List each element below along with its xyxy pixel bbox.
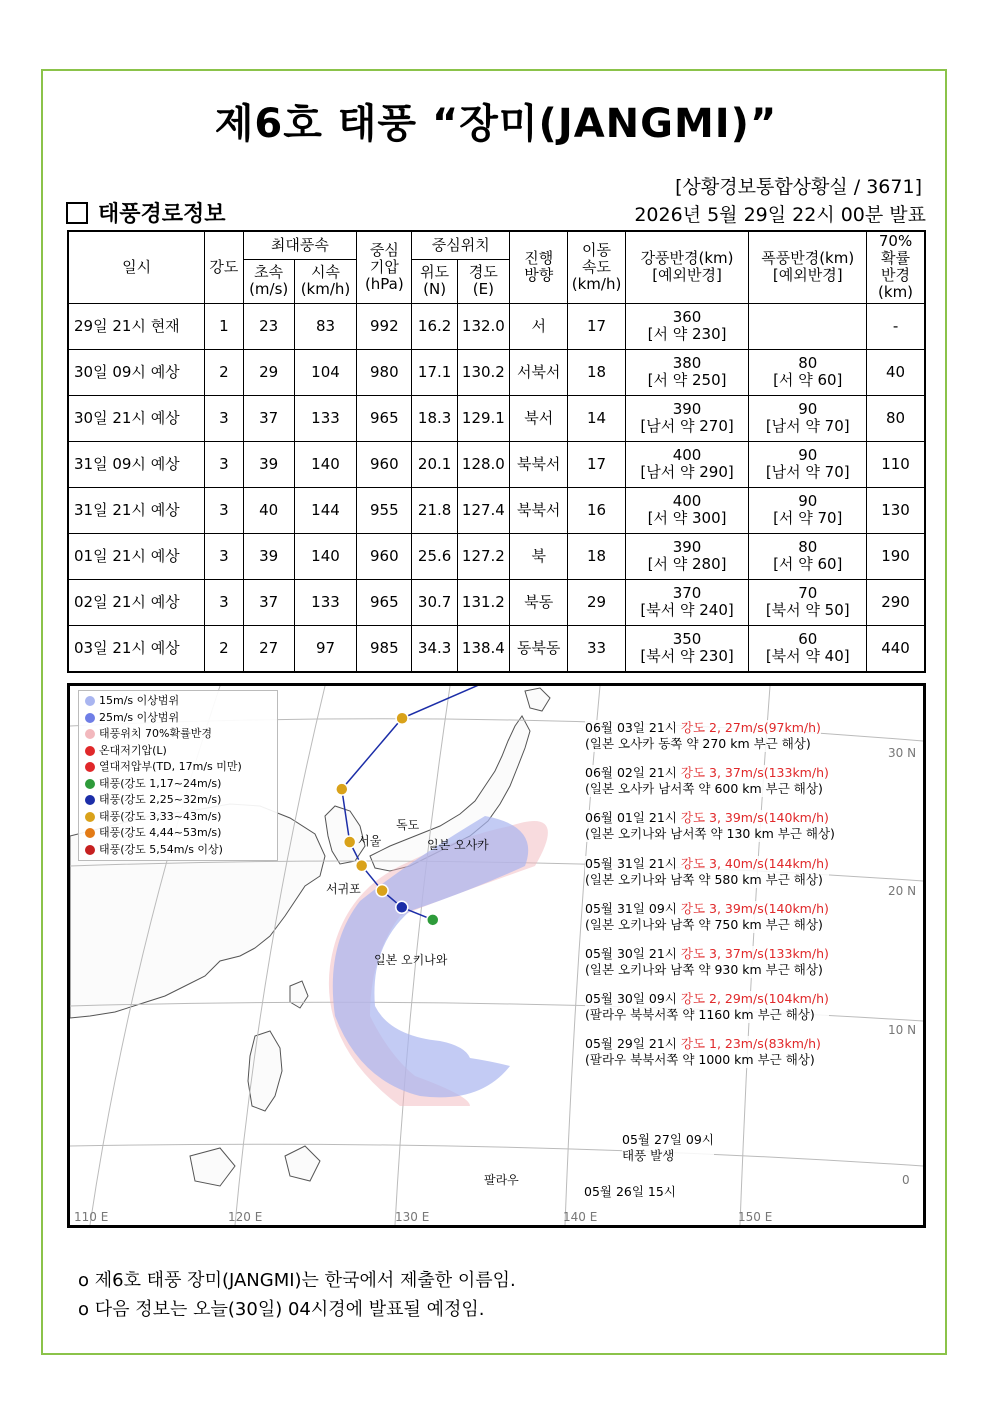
cell-pressure: 992 <box>357 303 412 349</box>
cell-datetime: 30일 09시 예상 <box>68 349 205 395</box>
table-row <box>68 441 925 487</box>
cell-wind-ms: 40 <box>243 487 294 533</box>
cell-speed: 17 <box>568 303 625 349</box>
header-direction: 진행 방향 <box>510 231 568 303</box>
table-row <box>68 395 925 441</box>
cell-datetime: 03일 21시 예상 <box>68 625 205 672</box>
cell-intensity: 1 <box>205 303 243 349</box>
cell-speed: 18 <box>568 349 625 395</box>
cell-pressure: 955 <box>357 487 412 533</box>
cell-direction: 북동 <box>510 579 568 625</box>
office-label: [상황경보통합상황실 / 3671] <box>675 176 922 198</box>
legend-symbol-icon <box>85 828 95 838</box>
legend-label: 태풍위치 70%확률반경 <box>99 727 212 740</box>
cell-wind-kmh: 140 <box>294 441 356 487</box>
cell-lat: 21.8 <box>412 487 457 533</box>
legend-item <box>85 792 271 809</box>
header-pressure: 중심 기압 (hPa) <box>357 231 412 303</box>
legend-symbol-icon <box>85 845 95 855</box>
cell-wind-kmh: 140 <box>294 533 356 579</box>
cell-wind-ms: 39 <box>243 533 294 579</box>
cell-storm: 60 [북서 약 40] <box>749 625 867 672</box>
header-strong-radius: 강풍반경(km) [예외반경] <box>625 231 749 303</box>
cell-lon: 131.2 <box>457 579 509 625</box>
place-osaka: 일본 오사카 <box>427 838 489 852</box>
table-row <box>68 579 925 625</box>
section-heading <box>66 197 226 228</box>
note-line: o 제6호 태풍 장미(JANGMI)는 한국에서 제출한 이름임. <box>78 1270 516 1291</box>
cell-pressure: 965 <box>357 579 412 625</box>
cell-speed: 33 <box>568 625 625 672</box>
header-intensity: 강도 <box>205 231 243 303</box>
cell-pressure: 960 <box>357 533 412 579</box>
legend-item <box>85 743 271 760</box>
forecast-annotation: 05월 30일 21시 강도 3, 37m/s(133km/h) (일본 오키나와 남쪽 약 930 km 부근 해상) <box>585 946 829 977</box>
place-okinawa: 일본 오키나와 <box>374 953 448 967</box>
place-seoul: 서울 <box>358 834 382 848</box>
track-point-icon <box>396 901 408 913</box>
start-date-label: 05월 26일 15시 <box>584 1184 676 1199</box>
cell-direction: 북북서 <box>510 441 568 487</box>
legend-symbol-icon <box>85 762 95 772</box>
cell-wind-kmh: 144 <box>294 487 356 533</box>
table-row <box>68 487 925 533</box>
cell-direction: 서북서 <box>510 349 568 395</box>
cell-wind-kmh: 133 <box>294 395 356 441</box>
legend-symbol-icon <box>85 779 95 789</box>
note-line: o 다음 정보는 오늘(30일) 04시경에 발표될 예정임. <box>78 1299 485 1320</box>
cell-lon: 129.1 <box>457 395 509 441</box>
legend-symbol-icon <box>85 746 95 756</box>
legend-symbol-icon <box>85 729 95 739</box>
typhoon-track-table <box>67 230 926 673</box>
cell-direction: 동북동 <box>510 625 568 672</box>
cell-wind-ms: 37 <box>243 579 294 625</box>
legend-symbol-icon <box>85 696 95 706</box>
header-lat: 위도 (N) <box>412 259 457 303</box>
cell-pressure: 960 <box>357 441 412 487</box>
typhoon-track-map <box>67 683 926 1228</box>
track-point-icon <box>336 783 348 795</box>
legend-label: 15m/s 이상범위 <box>99 694 180 707</box>
cell-strong: 380 [서 약 250] <box>625 349 749 395</box>
cell-strong: 400 [남서 약 290] <box>625 441 749 487</box>
cell-direction: 서 <box>510 303 568 349</box>
legend-item <box>85 825 271 842</box>
header-speed: 이동 속도 (km/h) <box>568 231 625 303</box>
track-point-icon <box>396 712 408 724</box>
place-dokdo: 독도 <box>396 818 420 832</box>
cell-storm: 90 [서 약 70] <box>749 487 867 533</box>
cell-wind-ms: 37 <box>243 395 294 441</box>
cell-datetime: 30일 21시 예상 <box>68 395 205 441</box>
cell-prob: 130 <box>867 487 925 533</box>
legend-label: 태풍(강도 2,25~32m/s) <box>99 793 222 806</box>
legend-item <box>85 710 271 727</box>
cell-prob: 290 <box>867 579 925 625</box>
cell-speed: 17 <box>568 441 625 487</box>
cell-lat: 25.6 <box>412 533 457 579</box>
table-row <box>68 533 925 579</box>
cell-intensity: 3 <box>205 579 243 625</box>
cell-storm: 80 [서 약 60] <box>749 533 867 579</box>
genesis-label: 05월 27일 09시 태풍 발생 <box>622 1132 714 1163</box>
lon-tick-120: 120 E <box>228 1210 263 1224</box>
cell-lon: 128.0 <box>457 441 509 487</box>
cell-intensity: 2 <box>205 625 243 672</box>
lat-tick-30: 30 N <box>888 746 917 760</box>
cell-direction: 북북서 <box>510 487 568 533</box>
forecast-annotation: 06월 03일 21시 강도 2, 27m/s(97km/h) (일본 오사카 동쪽 약 270 km 부근 해상) <box>585 720 821 751</box>
cell-storm: 90 [남서 약 70] <box>749 441 867 487</box>
header-prob-radius: 70% 확률 반경 (km) <box>867 231 925 303</box>
header-center: 중심위치 <box>412 231 510 259</box>
lon-tick-110: 110 E <box>74 1210 109 1224</box>
cell-lon: 127.4 <box>457 487 509 533</box>
legend-item <box>85 809 271 826</box>
cell-intensity: 3 <box>205 533 243 579</box>
cell-prob: 190 <box>867 533 925 579</box>
cell-intensity: 2 <box>205 349 243 395</box>
page-title: 제6호 태풍 “장미(JANGMI)” <box>214 101 778 147</box>
forecast-annotation: 05월 29일 21시 강도 1, 23m/s(83km/h) (팔라우 북북서쪽 약 1000 km 부근 해상) <box>585 1036 821 1068</box>
legend-symbol-icon <box>85 713 95 723</box>
legend-label: 태풍(강도 4,44~53m/s) <box>99 826 222 839</box>
lat-tick-20: 20 N <box>888 884 917 898</box>
cell-wind-ms: 23 <box>243 303 294 349</box>
table-row <box>68 349 925 395</box>
lon-tick-150: 150 E <box>738 1210 773 1224</box>
cell-datetime: 31일 09시 예상 <box>68 441 205 487</box>
legend-label: 태풍(강도 5,54m/s 이상) <box>99 842 223 856</box>
header-storm-radius: 폭풍반경(km) [예외반경] <box>749 231 867 303</box>
cell-strong: 360 [서 약 230] <box>625 303 749 349</box>
cell-wind-kmh: 83 <box>294 303 356 349</box>
cell-strong: 370 [북서 약 240] <box>625 579 749 625</box>
cell-lat: 30.7 <box>412 579 457 625</box>
table-row <box>68 303 925 349</box>
forecast-annotation: 05월 31일 09시 강도 3, 39m/s(140km/h) (일본 오키나와 남쪽 약 750 km 부근 해상) <box>585 900 829 932</box>
cell-prob: 40 <box>867 349 925 395</box>
cell-storm: 90 [남서 약 70] <box>749 395 867 441</box>
track-point-icon <box>376 885 388 897</box>
place-palau: 팔라우 <box>484 1173 519 1187</box>
track-point-icon <box>427 914 439 926</box>
cell-prob: 80 <box>867 395 925 441</box>
cell-datetime: 31일 21시 예상 <box>68 487 205 533</box>
cell-lon: 132.0 <box>457 303 509 349</box>
cell-speed: 29 <box>568 579 625 625</box>
cell-lat: 34.3 <box>412 625 457 672</box>
cell-pressure: 965 <box>357 395 412 441</box>
cell-wind-kmh: 133 <box>294 579 356 625</box>
forecast-annotation: 06월 01일 21시 강도 3, 39m/s(140km/h) (일본 오키나와 남서쪽 약 130 km 부근 해상) <box>585 810 835 842</box>
cell-direction: 북서 <box>510 395 568 441</box>
notes <box>78 1266 516 1324</box>
checkbox-icon <box>66 202 88 224</box>
legend-item <box>85 726 271 743</box>
cell-strong: 390 [서 약 280] <box>625 533 749 579</box>
cell-storm: 70 [북서 약 50] <box>749 579 867 625</box>
cell-lon: 127.2 <box>457 533 509 579</box>
cell-wind-ms: 27 <box>243 625 294 672</box>
place-seogwipo: 서귀포 <box>326 882 361 896</box>
cell-pressure: 980 <box>357 349 412 395</box>
cell-intensity: 3 <box>205 395 243 441</box>
header-wind-ms: 초속 (m/s) <box>243 259 294 303</box>
header-max-wind: 최대풍속 <box>243 231 357 259</box>
track-point-icon <box>356 860 368 872</box>
cell-lon: 138.4 <box>457 625 509 672</box>
cell-speed: 18 <box>568 533 625 579</box>
lat-tick-0: 0 <box>902 1173 910 1187</box>
cell-strong: 350 [북서 약 230] <box>625 625 749 672</box>
cell-direction: 북 <box>510 533 568 579</box>
cell-wind-kmh: 104 <box>294 349 356 395</box>
cell-storm <box>749 303 867 349</box>
map-legend <box>78 690 278 861</box>
section-title: 태풍경로정보 <box>98 202 226 227</box>
cell-lat: 16.2 <box>412 303 457 349</box>
legend-item <box>85 776 271 793</box>
lon-tick-140: 140 E <box>563 1210 598 1224</box>
cell-intensity: 3 <box>205 487 243 533</box>
cell-lat: 17.1 <box>412 349 457 395</box>
legend-symbol-icon <box>85 812 95 822</box>
lat-tick-10: 10 N <box>888 1023 917 1037</box>
cell-speed: 16 <box>568 487 625 533</box>
legend-label: 25m/s 이상범위 <box>99 710 180 724</box>
cell-strong: 390 [남서 약 270] <box>625 395 749 441</box>
cell-datetime: 02일 21시 예상 <box>68 579 205 625</box>
legend-item <box>85 693 271 710</box>
legend-label: 온대저기압(L) <box>99 743 167 757</box>
cell-datetime: 29일 21시 현재 <box>68 303 205 349</box>
cell-wind-ms: 39 <box>243 441 294 487</box>
cell-pressure: 985 <box>357 625 412 672</box>
header-lon: 경도 (E) <box>457 259 509 303</box>
cell-prob: 440 <box>867 625 925 672</box>
cell-strong: 400 [서 약 300] <box>625 487 749 533</box>
forecast-annotation: 06월 02일 21시 강도 3, 37m/s(133km/h) (일본 오사카 남서쪽 약 600 km 부근 해상) <box>585 765 829 797</box>
legend-item <box>85 842 271 859</box>
cell-wind-kmh: 97 <box>294 625 356 672</box>
cell-wind-ms: 29 <box>243 349 294 395</box>
forecast-annotation: 05월 30일 09시 강도 2, 29m/s(104km/h) (팔라우 북북서쪽 약 1160 km 부근 해상) <box>585 991 829 1023</box>
legend-label: 열대저압부(TD, 17m/s 미만) <box>99 760 242 773</box>
cell-prob: 110 <box>867 441 925 487</box>
legend-item <box>85 759 271 776</box>
cell-lat: 20.1 <box>412 441 457 487</box>
cell-speed: 14 <box>568 395 625 441</box>
cell-storm: 80 [서 약 60] <box>749 349 867 395</box>
cell-datetime: 01일 21시 예상 <box>68 533 205 579</box>
track-point-icon <box>344 836 356 848</box>
table-row <box>68 625 925 672</box>
cell-intensity: 3 <box>205 441 243 487</box>
lon-tick-130: 130 E <box>395 1210 430 1224</box>
header-datetime: 일시 <box>68 231 205 303</box>
cell-lon: 130.2 <box>457 349 509 395</box>
forecast-annotation: 05월 31일 21시 강도 3, 40m/s(144km/h) (일본 오키나와 남쪽 약 580 km 부근 해상) <box>585 855 829 887</box>
cell-lat: 18.3 <box>412 395 457 441</box>
legend-label: 태풍(강도 3,33~43m/s) <box>99 809 222 823</box>
cell-prob: - <box>867 303 925 349</box>
legend-symbol-icon <box>85 795 95 805</box>
issued-time: 2026년 5월 29일 22시 00분 발표 <box>634 204 926 226</box>
legend-label: 태풍(강도 1,17~24m/s) <box>99 776 222 790</box>
header-wind-kmh: 시속 (km/h) <box>294 259 356 303</box>
